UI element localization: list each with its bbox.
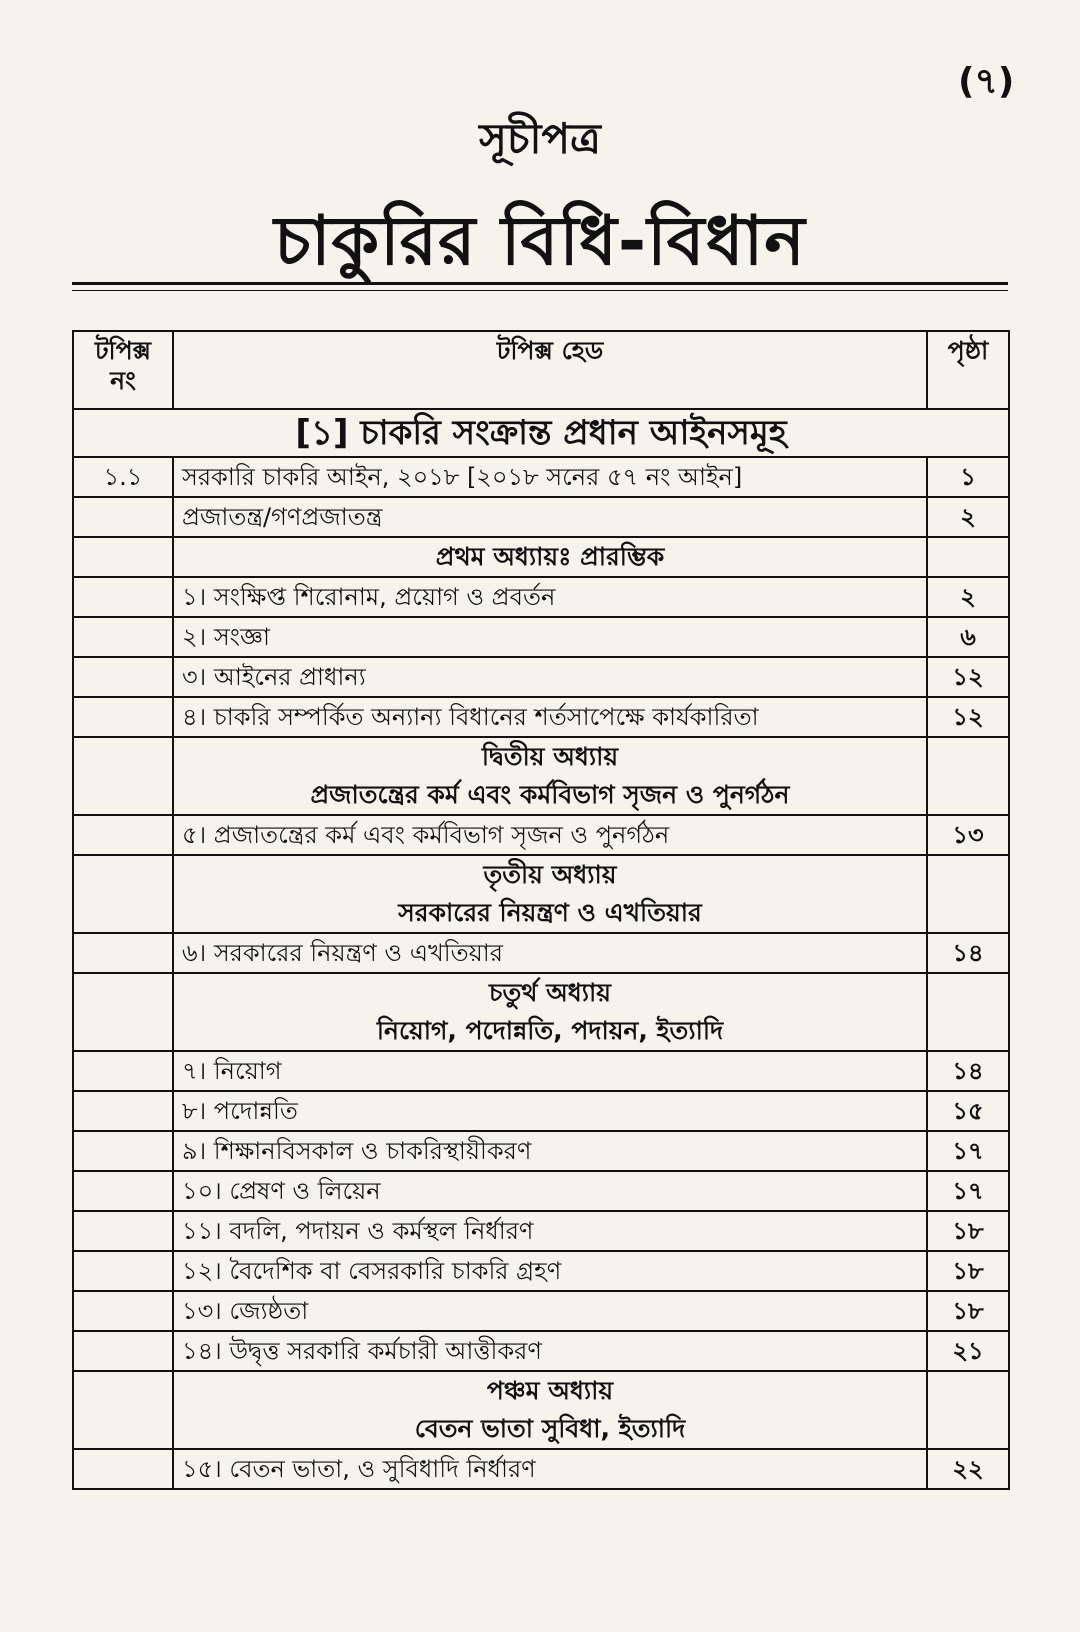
title-rule-thick xyxy=(72,282,1008,285)
chapter-heading-row xyxy=(73,737,1009,776)
table-row xyxy=(73,577,1009,617)
topic-head-cell: ১০। প্রেষণ ও লিয়েন xyxy=(173,1171,927,1211)
page-number-cell: ১৮ xyxy=(927,1291,1009,1331)
chapter-subtitle: নিয়োগ, পদোন্নতি, পদায়ন, ইত্যাদি xyxy=(173,1012,927,1051)
table-row xyxy=(73,1291,1009,1331)
chapter-title: তৃতীয় অধ্যায় xyxy=(173,855,927,894)
topic-head-cell: ১১। বদলি, পদায়ন ও কর্মস্থল নির্ধারণ xyxy=(173,1211,927,1251)
chapter-number-cell xyxy=(73,1371,173,1410)
chapter-number-cell xyxy=(73,1410,173,1449)
table-row xyxy=(73,933,1009,973)
topic-number-cell xyxy=(73,815,173,855)
table-row xyxy=(73,1331,1009,1371)
chapter-number-cell xyxy=(73,1012,173,1051)
topic-head-cell: ৪। চাকরি সম্পর্কিত অন্যান্য বিধানের শর্তসাপেক্ষে কার্যকারিতা xyxy=(173,697,927,737)
chapter-page-cell xyxy=(927,1371,1009,1410)
table-row xyxy=(73,815,1009,855)
table-header-row xyxy=(73,331,1009,409)
table-row xyxy=(73,697,1009,737)
chapter-heading-row xyxy=(73,855,1009,894)
chapter-subtitle: সরকারের নিয়ন্ত্রণ ও এখতিয়ার xyxy=(173,894,927,933)
table-row xyxy=(73,1211,1009,1251)
topic-number-cell xyxy=(73,497,173,537)
page-number-cell: ২ xyxy=(927,497,1009,537)
topic-head-cell: ৭। নিয়োগ xyxy=(173,1051,927,1091)
page-number-cell: ১৫ xyxy=(927,1091,1009,1131)
topic-head-cell: ১২। বৈদেশিক বা বেসরকারি চাকরি গ্রহণ xyxy=(173,1251,927,1291)
chapter-title: পঞ্চম অধ্যায় xyxy=(173,1371,927,1410)
chapter-heading-row xyxy=(73,1012,1009,1051)
index-subtitle: সূচীপত্র xyxy=(479,114,601,163)
chapter-page-cell xyxy=(927,894,1009,933)
chapter-number-cell xyxy=(73,973,173,1012)
contents-body xyxy=(73,409,1009,1489)
table-row xyxy=(73,1251,1009,1291)
topic-number-cell xyxy=(73,933,173,973)
chapter-title: দ্বিতীয় অধ্যায় xyxy=(173,737,927,776)
page-number-cell: ১৭ xyxy=(927,1171,1009,1211)
chapter-heading-row xyxy=(73,1410,1009,1449)
page-number: (৭) xyxy=(958,61,1015,102)
topic-number-cell xyxy=(73,657,173,697)
page-number-cell: ১২ xyxy=(927,657,1009,697)
table-row xyxy=(73,1171,1009,1211)
chapter-page-cell xyxy=(927,737,1009,776)
table-row xyxy=(73,657,1009,697)
table-row xyxy=(73,617,1009,657)
chapter-page-cell xyxy=(927,973,1009,1012)
table-row xyxy=(73,457,1009,497)
topic-head-cell: ২। সংজ্ঞা xyxy=(173,617,927,657)
topic-head-cell: ১৫। বেতন ভাতা, ও সুবিধাদি নির্ধারণ xyxy=(173,1449,927,1489)
topic-head-cell: ৯। শিক্ষানবিসকাল ও চাকরিস্থায়ীকরণ xyxy=(173,1131,927,1171)
topic-head-cell: সরকারি চাকরি আইন, ২০১৮ [২০১৮ সনের ৫৭ নং আইন] xyxy=(173,457,927,497)
chapter-number-cell xyxy=(73,894,173,933)
topic-number-cell xyxy=(73,1171,173,1211)
topic-number-cell xyxy=(73,1251,173,1291)
topic-number-cell xyxy=(73,1131,173,1171)
topic-head-cell: ১৪। উদ্বৃত্ত সরকারি কর্মচারী আত্তীকরণ xyxy=(173,1331,927,1371)
chapter-page-cell xyxy=(927,537,1009,577)
page-number-cell: ২১ xyxy=(927,1331,1009,1371)
chapter-subtitle: প্রজাতন্ত্রের কর্ম এবং কর্মবিভাগ সৃজন ও পুনর্গঠন xyxy=(173,776,927,815)
topic-number-cell xyxy=(73,1291,173,1331)
page-number-cell: ২২ xyxy=(927,1449,1009,1489)
chapter-number-cell xyxy=(73,737,173,776)
page-number-cell: ১৭ xyxy=(927,1131,1009,1171)
topic-head-cell: ৬। সরকারের নিয়ন্ত্রণ ও এখতিয়ার xyxy=(173,933,927,973)
column-header-topic-no: টপিক্স নং xyxy=(73,331,173,409)
column-header-page: পৃষ্ঠা xyxy=(927,331,1009,409)
title-rule-thin xyxy=(72,290,1008,291)
page-number-cell: ১ xyxy=(927,457,1009,497)
topic-head-cell: ৩। আইনের প্রাধান্য xyxy=(173,657,927,697)
chapter-heading-row xyxy=(73,973,1009,1012)
page-number-cell: ১৩ xyxy=(927,815,1009,855)
part-heading: [১] চাকরি সংক্রান্ত প্রধান আইনসমূহ xyxy=(73,409,1009,457)
chapter-heading-row xyxy=(73,776,1009,815)
book-title: চাকুরির বিধি-বিধান xyxy=(274,202,806,281)
table-row xyxy=(73,1131,1009,1171)
topic-number-cell xyxy=(73,1051,173,1091)
page-number-cell: ১৪ xyxy=(927,933,1009,973)
topic-number-cell xyxy=(73,697,173,737)
page-number-cell: ৬ xyxy=(927,617,1009,657)
chapter-number-cell xyxy=(73,537,173,577)
table-row xyxy=(73,1091,1009,1131)
topic-head-cell: ১। সংক্ষিপ্ত শিরোনাম, প্রয়োগ ও প্রবর্তন xyxy=(173,577,927,617)
table-row xyxy=(73,497,1009,537)
topic-head-cell: প্রজাতন্ত্র/গণপ্রজাতন্ত্র xyxy=(173,497,927,537)
chapter-title: চতুর্থ অধ্যায় xyxy=(173,973,927,1012)
topic-number-cell xyxy=(73,1331,173,1371)
page-number-cell: ১৮ xyxy=(927,1211,1009,1251)
topic-head-cell: ১৩। জ্যেষ্ঠতা xyxy=(173,1291,927,1331)
part-heading-row xyxy=(73,409,1009,457)
chapter-page-cell xyxy=(927,776,1009,815)
column-header-topic-head: টপিক্স হেড xyxy=(173,331,927,409)
chapter-heading-row xyxy=(73,537,1009,577)
chapter-subtitle: বেতন ভাতা সুবিধা, ইত্যাদি xyxy=(173,1410,927,1449)
contents-table xyxy=(72,330,1010,1490)
chapter-number-cell xyxy=(73,855,173,894)
topic-head-cell: ৮। পদোন্নতি xyxy=(173,1091,927,1131)
chapter-number-cell xyxy=(73,776,173,815)
topic-number-cell xyxy=(73,1211,173,1251)
table-row xyxy=(73,1051,1009,1091)
page-number-cell: ২ xyxy=(927,577,1009,617)
page-number-cell: ১৮ xyxy=(927,1251,1009,1291)
chapter-page-cell xyxy=(927,1012,1009,1051)
topic-number-cell xyxy=(73,1091,173,1131)
chapter-heading-row xyxy=(73,1371,1009,1410)
page-number-cell: ১২ xyxy=(927,697,1009,737)
chapter-page-cell xyxy=(927,855,1009,894)
topic-number-cell xyxy=(73,1449,173,1489)
topic-number-cell xyxy=(73,577,173,617)
chapter-page-cell xyxy=(927,1410,1009,1449)
topic-head-cell: ৫। প্রজাতন্ত্রের কর্ম এবং কর্মবিভাগ সৃজন ও পুনর্গঠন xyxy=(173,815,927,855)
chapter-heading-row xyxy=(73,894,1009,933)
topic-number-cell xyxy=(73,617,173,657)
page-number-cell: ১৪ xyxy=(927,1051,1009,1091)
table-row xyxy=(73,1449,1009,1489)
chapter-title: প্রথম অধ্যায়ঃ প্রারম্ভিক xyxy=(173,537,927,577)
topic-number-cell: ১.১ xyxy=(73,457,173,497)
